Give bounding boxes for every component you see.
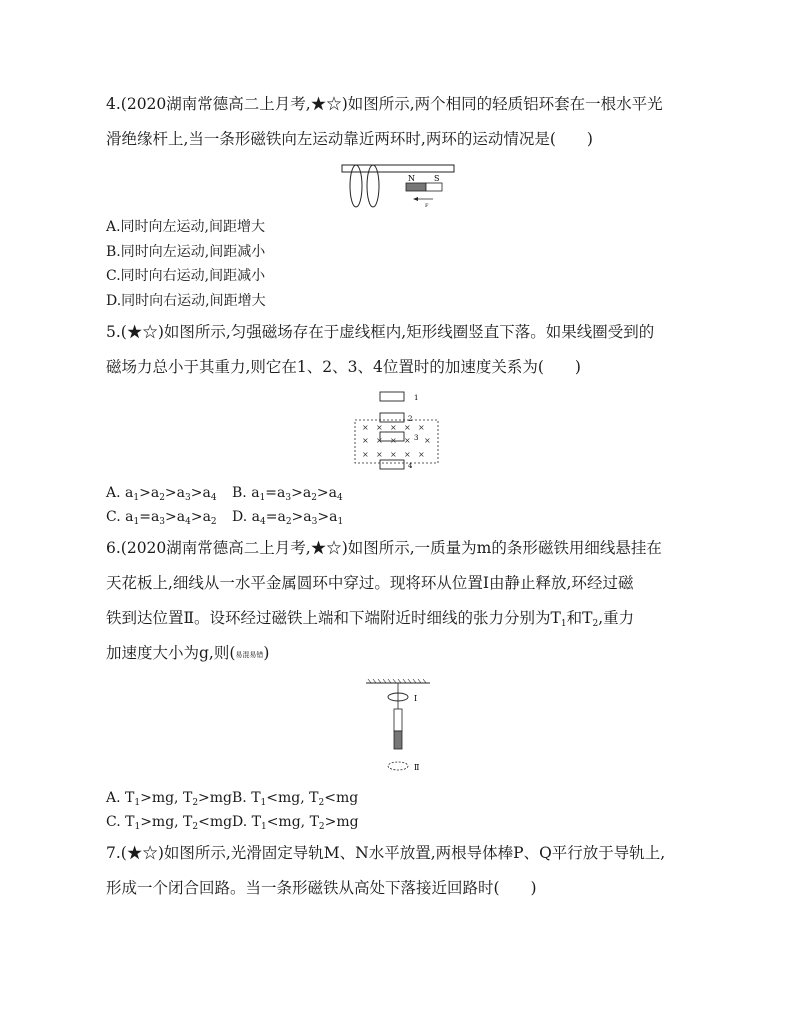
q5-figure — [352, 388, 444, 472]
q5-stem-line1: 5.(★☆)如图所示,匀强磁场存在于虚线框内,矩形线圈竖直下落。如果线圈受到的 — [106, 323, 655, 341]
ring-position-2 — [388, 762, 408, 770]
q4-option-d[interactable]: D.同时向右运动,间距增大 — [106, 293, 266, 309]
hanging-magnet-bottom — [394, 731, 402, 749]
q5-stem-line2: 磁场力总小于其重力,则它在1、2、3、4位置时的加速度关系为( ) — [106, 358, 581, 376]
q5-option-a[interactable]: A. $a_1>a_2>a_3>a_4$ — [106, 485, 217, 503]
svg-text:×: × — [424, 436, 431, 445]
svg-text:×: × — [376, 423, 383, 432]
q6-option-d[interactable]: D. $T_1<mg$, $T_2>mg$ — [232, 814, 359, 832]
svg-text:×: × — [362, 450, 369, 459]
coil-pos-2 — [380, 413, 404, 422]
magnet-s — [426, 183, 442, 191]
q7-stem-line1: 7.(★☆)如图所示,光滑固定导轨M、N水平放置,两根导体棒P、Q平行放于导轨上, — [106, 844, 666, 862]
svg-text:×: × — [390, 436, 397, 445]
svg-text:×: × — [418, 450, 425, 459]
svg-text:4: 4 — [408, 462, 413, 470]
q4-option-c[interactable]: C.同时向右运动,间距减小 — [106, 268, 266, 284]
q6-option-c[interactable]: C. $T_1>mg$, $T_2<mg$ — [106, 814, 233, 832]
q6-figure — [364, 677, 434, 777]
q6-stem-line4: 加速度大小为g,则(易混易错) — [106, 644, 270, 662]
svg-text:×: × — [376, 436, 383, 445]
q4-stem-line1: 4.(2020湖南常德高二上月考,★☆)如图所示,两个相同的轻质铝环套在一根水平光 — [106, 95, 663, 113]
q6-option-a[interactable]: A. $T_1>mg$, $T_2>mg$ — [106, 790, 233, 808]
svg-text:2: 2 — [408, 415, 413, 423]
q4-figure — [340, 160, 460, 210]
ring-1 — [350, 165, 362, 207]
coil-pos-1 — [380, 392, 404, 401]
svg-text:1: 1 — [414, 394, 419, 402]
tag-easy-mistake: 易混易错 — [235, 651, 264, 659]
svg-text:×: × — [404, 436, 411, 445]
q4-option-a[interactable]: A.同时向左运动,间距增大 — [106, 219, 266, 235]
svg-text:×: × — [376, 450, 383, 459]
q6-stem-line2: 天花板上,细线从一水平金属圆环中穿过。现将环从位置Ⅰ由静止释放,环经过磁 — [106, 574, 634, 592]
q5-option-b[interactable]: B. $a_1=a_3>a_2>a_4$ — [232, 485, 343, 503]
svg-text:×: × — [362, 423, 369, 432]
svg-text:×: × — [404, 450, 411, 459]
svg-text:×: × — [418, 423, 425, 432]
svg-text:×: × — [362, 436, 369, 445]
hanging-magnet-top — [394, 709, 402, 731]
svg-text:×: × — [390, 423, 397, 432]
q6-stem-line1: 6.(2020湖南常德高二上月考,★☆)如图所示,一质量为m的条形磁铁用细线悬挂在 — [106, 539, 662, 557]
magnet-s-label: S — [434, 174, 440, 183]
q4-option-b[interactable]: B.同时向左运动,间距减小 — [106, 244, 266, 260]
q4-stem-line2: 滑绝缘杆上,当一条形磁铁向左运动靠近两环时,两环的运动情况是( ) — [106, 130, 593, 148]
q5-option-c[interactable]: C. $a_1=a_3>a_4>a_2$ — [106, 509, 217, 527]
magnet-n-label: N — [408, 174, 415, 183]
svg-text:×: × — [404, 423, 411, 432]
q6-stem-line3: 铁到达位置Ⅱ。设环经过磁铁上端和下端附近时细线的张力分别为$T_1$和$T_2$,重力 — [106, 609, 635, 629]
q5-option-d[interactable]: D. $a_4=a_2>a_3>a_1$ — [232, 509, 344, 527]
q7-stem-line2: 形成一个闭合回路。当一条形磁铁从高处下落接近回路时( ) — [106, 879, 537, 897]
coil-pos-4 — [380, 460, 404, 469]
force-label: F — [425, 203, 429, 209]
ring-2 — [367, 165, 379, 207]
svg-text:Ⅱ: Ⅱ — [414, 763, 420, 772]
q6-option-b[interactable]: B. $T_1<mg$, $T_2<mg$ — [232, 790, 359, 808]
svg-text:×: × — [390, 450, 397, 459]
magnet-n — [406, 183, 426, 191]
svg-text:3: 3 — [414, 434, 419, 442]
svg-text:Ⅰ: Ⅰ — [414, 694, 418, 703]
